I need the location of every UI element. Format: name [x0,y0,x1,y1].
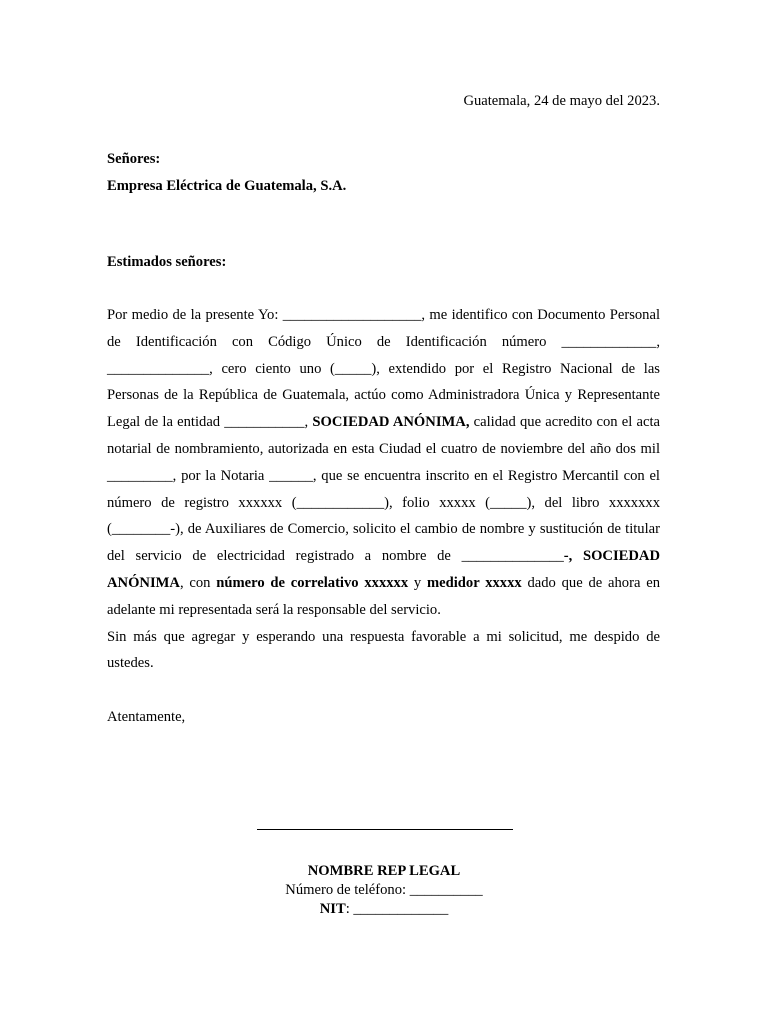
letter-body [107,302,660,677]
letter-date: Guatemala, 24 de mayo del 2023. [463,93,660,109]
body-paragraph-1 [107,302,660,624]
body-text-2: calidad que acredito con el acta notarial de nombramiento, autorizada en esta Ciudad el cuatro de noviembre del año dos mil _________, por la Notaria ______, que se encuentra inscrito en el Registro Mercantil con el número de registro xxxxxx (____________), folio xxxxx (_____), del libro xxxxxxx (________-), de Auxiliares de Comercio, solicito el cambio de nombre y sustitución de titular del servicio de electricidad registrado a nombre de ______________ [107,414,660,565]
greeting: Estimados señores: [107,254,227,270]
recipient-salutation: Señores: [107,151,161,167]
body-text-3: , con [179,574,217,591]
body-text-1: Por medio de la presente Yo: ___________________, me identifico con Documento Personal de Identificación con Código Único de Identificación número _____________, ______________, cero ciento uno (_____), extendido por el Registro Nacional de las Personas de la República de Guatemala, actúo como Administradora Única y Representante Legal de la entidad ___________, [107,307,660,431]
body-text-5: dado que de ahora en adelante mi representada será la responsable del servicio. [107,574,660,618]
closing: Atentamente, [107,709,186,725]
signer-nit [232,900,536,919]
body-text-4: y [408,574,427,591]
body-bold-4: medidor xxxxx [427,574,522,591]
signature-block [232,862,536,919]
body-bold-2: -, SOCIEDAD ANÓNIMA [107,548,660,591]
nit-label: NIT [319,901,346,917]
recipient-company: Empresa Eléctrica de Guatemala, S.A. [107,178,347,194]
signer-name: NOMBRE REP LEGAL [307,863,461,879]
signer-phone: Número de teléfono: __________ [285,882,483,898]
body-bold-3: número de correlativo xxxxxx [216,574,409,591]
signature-line [257,829,513,830]
body-paragraph-2: Sin más que agregar y esperando una respuesta favorable a mi solicitud, me despido de ustedes. [107,628,660,672]
nit-value: : _____________ [345,901,449,917]
body-bold-1: SOCIEDAD ANÓNIMA, [312,414,470,431]
recipient-block [107,146,346,200]
